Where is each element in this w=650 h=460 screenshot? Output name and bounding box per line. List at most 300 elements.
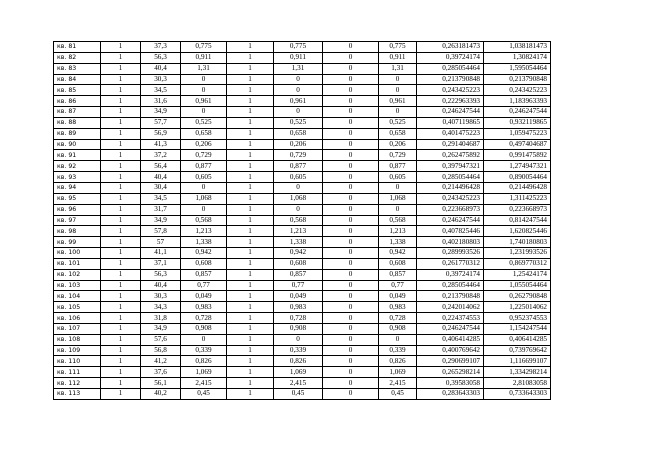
adjusted-value-cell: 0 <box>274 74 323 85</box>
table-row <box>54 52 551 63</box>
share-cell: 0,401475223 <box>417 128 484 139</box>
share-cell: 0,261770312 <box>417 258 484 269</box>
coef-cell: 1 <box>227 280 274 291</box>
share-cell: 0,222963393 <box>417 96 484 107</box>
value-cell: 1,213 <box>181 226 227 237</box>
coef-cell: 1 <box>227 63 274 74</box>
share-cell: 0,291404687 <box>417 139 484 150</box>
apartment-cell: кв. 95 <box>54 193 101 204</box>
area-cell: 56,8 <box>141 345 181 356</box>
share-cell: 0,407119865 <box>417 117 484 128</box>
adjusted-value-cell: 0,45 <box>274 389 323 400</box>
coef-cell: 1 <box>227 258 274 269</box>
total-value-cell: 0,45 <box>379 389 417 400</box>
sum-cell: 1,274947321 <box>484 161 551 172</box>
total-value-cell: 0,525 <box>379 117 417 128</box>
adjusted-value-cell: 0,942 <box>274 248 323 259</box>
value-cell: 0,206 <box>181 139 227 150</box>
total-value-cell: 0,728 <box>379 313 417 324</box>
adjusted-value-cell: 1,31 <box>274 63 323 74</box>
adjusted-value-cell: 0,77 <box>274 280 323 291</box>
adjusted-value-cell: 0,961 <box>274 96 323 107</box>
sum-cell: 0,214496428 <box>484 182 551 193</box>
count-cell: 1 <box>101 215 141 226</box>
adjusted-value-cell: 0,339 <box>274 345 323 356</box>
coef-cell: 1 <box>227 367 274 378</box>
apartment-cell: кв. 109 <box>54 345 101 356</box>
sum-cell: 1,25424174 <box>484 269 551 280</box>
area-cell: 40,2 <box>141 389 181 400</box>
adjusted-value-cell: 1,338 <box>274 237 323 248</box>
count-cell: 1 <box>101 161 141 172</box>
apartment-cell: кв. 101 <box>54 258 101 269</box>
coef-cell: 1 <box>227 204 274 215</box>
area-cell: 34,9 <box>141 323 181 334</box>
count-cell: 1 <box>101 63 141 74</box>
total-value-cell: 0,568 <box>379 215 417 226</box>
coef-cell: 1 <box>227 107 274 118</box>
zero-cell: 0 <box>323 96 379 107</box>
total-value-cell: 0 <box>379 74 417 85</box>
area-cell: 56,1 <box>141 378 181 389</box>
table-row <box>54 345 551 356</box>
apartment-cell: кв. 100 <box>54 248 101 259</box>
adjusted-value-cell: 0,206 <box>274 139 323 150</box>
apartment-cell: кв. 98 <box>54 226 101 237</box>
zero-cell: 0 <box>323 172 379 183</box>
total-value-cell: 0 <box>379 334 417 345</box>
coef-cell: 1 <box>227 172 274 183</box>
coef-cell: 1 <box>227 128 274 139</box>
share-cell: 0,406414285 <box>417 334 484 345</box>
apartment-cell: кв. 83 <box>54 63 101 74</box>
table-row <box>54 63 551 74</box>
share-cell: 0,285054464 <box>417 280 484 291</box>
zero-cell: 0 <box>323 345 379 356</box>
area-cell: 30,4 <box>141 182 181 193</box>
value-cell: 0 <box>181 204 227 215</box>
adjusted-value-cell: 0 <box>274 204 323 215</box>
apartment-cell: кв. 91 <box>54 150 101 161</box>
value-cell: 0,568 <box>181 215 227 226</box>
adjusted-value-cell: 0,605 <box>274 172 323 183</box>
zero-cell: 0 <box>323 226 379 237</box>
area-cell: 34,5 <box>141 193 181 204</box>
adjusted-value-cell: 0,775 <box>274 42 323 53</box>
count-cell: 1 <box>101 42 141 53</box>
count-cell: 1 <box>101 150 141 161</box>
area-cell: 34,9 <box>141 107 181 118</box>
share-cell: 0,290699107 <box>417 356 484 367</box>
table-row <box>54 356 551 367</box>
adjusted-value-cell: 0,608 <box>274 258 323 269</box>
table-row <box>54 378 551 389</box>
value-cell: 0,658 <box>181 128 227 139</box>
adjusted-value-cell: 0,983 <box>274 302 323 313</box>
table-row <box>54 280 551 291</box>
count-cell: 1 <box>101 389 141 400</box>
count-cell: 1 <box>101 204 141 215</box>
adjusted-value-cell: 0 <box>274 182 323 193</box>
total-value-cell: 0 <box>379 85 417 96</box>
table-row <box>54 204 551 215</box>
sum-cell: 0,991475892 <box>484 150 551 161</box>
apartment-cell: кв. 88 <box>54 117 101 128</box>
value-cell: 0,961 <box>181 96 227 107</box>
count-cell: 1 <box>101 96 141 107</box>
total-value-cell: 1,213 <box>379 226 417 237</box>
adjusted-value-cell: 0,826 <box>274 356 323 367</box>
table-row <box>54 107 551 118</box>
sum-cell: 1,740180803 <box>484 237 551 248</box>
sum-cell: 0,262790848 <box>484 291 551 302</box>
sum-cell: 1,059475223 <box>484 128 551 139</box>
area-cell: 56,4 <box>141 161 181 172</box>
sum-cell: 2,81083058 <box>484 378 551 389</box>
table-row <box>54 161 551 172</box>
apartment-cell: кв. 102 <box>54 269 101 280</box>
total-value-cell: 1,338 <box>379 237 417 248</box>
share-cell: 0,213790848 <box>417 74 484 85</box>
count-cell: 1 <box>101 237 141 248</box>
zero-cell: 0 <box>323 182 379 193</box>
coef-cell: 1 <box>227 389 274 400</box>
table-row <box>54 139 551 150</box>
zero-cell: 0 <box>323 237 379 248</box>
coef-cell: 1 <box>227 334 274 345</box>
value-cell: 1,069 <box>181 367 227 378</box>
table-row <box>54 128 551 139</box>
zero-cell: 0 <box>323 269 379 280</box>
apartment-cell: кв. 89 <box>54 128 101 139</box>
share-cell: 0,246247544 <box>417 215 484 226</box>
area-cell: 34,9 <box>141 215 181 226</box>
count-cell: 1 <box>101 280 141 291</box>
area-cell: 37,2 <box>141 150 181 161</box>
share-cell: 0,397947321 <box>417 161 484 172</box>
value-cell: 0 <box>181 74 227 85</box>
zero-cell: 0 <box>323 193 379 204</box>
total-value-cell: 0,729 <box>379 150 417 161</box>
total-value-cell: 0,942 <box>379 248 417 259</box>
sum-cell: 1,620825446 <box>484 226 551 237</box>
table-row <box>54 85 551 96</box>
area-cell: 37,6 <box>141 367 181 378</box>
coef-cell: 1 <box>227 139 274 150</box>
zero-cell: 0 <box>323 42 379 53</box>
count-cell: 1 <box>101 323 141 334</box>
area-cell: 40,4 <box>141 172 181 183</box>
count-cell: 1 <box>101 258 141 269</box>
apartment-cell: кв. 110 <box>54 356 101 367</box>
share-cell: 0,242014062 <box>417 302 484 313</box>
value-cell: 0,911 <box>181 52 227 63</box>
value-cell: 0,45 <box>181 389 227 400</box>
sum-cell: 1,334298214 <box>484 367 551 378</box>
table-row <box>54 172 551 183</box>
count-cell: 1 <box>101 334 141 345</box>
table-row <box>54 117 551 128</box>
value-cell: 0 <box>181 85 227 96</box>
adjusted-value-cell: 0,658 <box>274 128 323 139</box>
value-cell: 1,068 <box>181 193 227 204</box>
area-cell: 31,6 <box>141 96 181 107</box>
area-cell: 31,7 <box>141 204 181 215</box>
sum-cell: 1,055054464 <box>484 280 551 291</box>
table-row <box>54 248 551 259</box>
count-cell: 1 <box>101 139 141 150</box>
zero-cell: 0 <box>323 313 379 324</box>
coef-cell: 1 <box>227 150 274 161</box>
total-value-cell: 1,31 <box>379 63 417 74</box>
table-row <box>54 334 551 345</box>
count-cell: 1 <box>101 107 141 118</box>
value-cell: 0,77 <box>181 280 227 291</box>
apartment-cell: кв. 90 <box>54 139 101 150</box>
zero-cell: 0 <box>323 85 379 96</box>
table-row <box>54 302 551 313</box>
count-cell: 1 <box>101 356 141 367</box>
table-row <box>54 96 551 107</box>
area-cell: 31,8 <box>141 313 181 324</box>
value-cell: 0,525 <box>181 117 227 128</box>
sum-cell: 0,246247544 <box>484 107 551 118</box>
area-cell: 57 <box>141 237 181 248</box>
sum-cell: 0,497404687 <box>484 139 551 150</box>
total-value-cell: 0,983 <box>379 302 417 313</box>
area-cell: 57,6 <box>141 334 181 345</box>
adjusted-value-cell: 0,857 <box>274 269 323 280</box>
adjusted-value-cell: 1,068 <box>274 193 323 204</box>
sum-cell: 1,154247544 <box>484 323 551 334</box>
sum-cell: 1,30824174 <box>484 52 551 63</box>
sum-cell: 1,038181473 <box>484 42 551 53</box>
count-cell: 1 <box>101 85 141 96</box>
table-row <box>54 182 551 193</box>
zero-cell: 0 <box>323 323 379 334</box>
coef-cell: 1 <box>227 117 274 128</box>
share-cell: 0,39724174 <box>417 52 484 63</box>
coef-cell: 1 <box>227 291 274 302</box>
total-value-cell: 0,206 <box>379 139 417 150</box>
apartment-cell: кв. 99 <box>54 237 101 248</box>
total-value-cell: 0,605 <box>379 172 417 183</box>
apartment-cell: кв. 86 <box>54 96 101 107</box>
sum-cell: 1,231993526 <box>484 248 551 259</box>
table-row <box>54 389 551 400</box>
zero-cell: 0 <box>323 161 379 172</box>
share-cell: 0,39724174 <box>417 269 484 280</box>
adjusted-value-cell: 0 <box>274 85 323 96</box>
total-value-cell: 0,857 <box>379 269 417 280</box>
value-cell: 0,339 <box>181 345 227 356</box>
sum-cell: 0,243425223 <box>484 85 551 96</box>
share-cell: 0,289993526 <box>417 248 484 259</box>
zero-cell: 0 <box>323 117 379 128</box>
apartment-data-table <box>53 41 551 400</box>
table-row <box>54 215 551 226</box>
sum-cell: 0,223668973 <box>484 204 551 215</box>
table-row <box>54 74 551 85</box>
sum-cell: 1,311425223 <box>484 193 551 204</box>
apartment-cell: кв. 108 <box>54 334 101 345</box>
coef-cell: 1 <box>227 323 274 334</box>
zero-cell: 0 <box>323 291 379 302</box>
coef-cell: 1 <box>227 269 274 280</box>
count-cell: 1 <box>101 378 141 389</box>
share-cell: 0,223668973 <box>417 204 484 215</box>
count-cell: 1 <box>101 313 141 324</box>
value-cell: 0 <box>181 107 227 118</box>
apartment-cell: кв. 103 <box>54 280 101 291</box>
area-cell: 57,7 <box>141 117 181 128</box>
value-cell: 0,605 <box>181 172 227 183</box>
sum-cell: 0,952374553 <box>484 313 551 324</box>
count-cell: 1 <box>101 74 141 85</box>
coef-cell: 1 <box>227 193 274 204</box>
share-cell: 0,285054464 <box>417 172 484 183</box>
sum-cell: 0,932119865 <box>484 117 551 128</box>
zero-cell: 0 <box>323 280 379 291</box>
area-cell: 56,3 <box>141 269 181 280</box>
adjusted-value-cell: 0 <box>274 107 323 118</box>
zero-cell: 0 <box>323 128 379 139</box>
total-value-cell: 0,775 <box>379 42 417 53</box>
count-cell: 1 <box>101 172 141 183</box>
total-value-cell: 0 <box>379 107 417 118</box>
count-cell: 1 <box>101 269 141 280</box>
area-cell: 37,1 <box>141 258 181 269</box>
adjusted-value-cell: 2,415 <box>274 378 323 389</box>
total-value-cell: 0,877 <box>379 161 417 172</box>
value-cell: 0,775 <box>181 42 227 53</box>
share-cell: 0,213790848 <box>417 291 484 302</box>
count-cell: 1 <box>101 291 141 302</box>
apartment-cell: кв. 113 <box>54 389 101 400</box>
total-value-cell: 0,911 <box>379 52 417 63</box>
count-cell: 1 <box>101 117 141 128</box>
count-cell: 1 <box>101 226 141 237</box>
apartment-cell: кв. 85 <box>54 85 101 96</box>
coef-cell: 1 <box>227 313 274 324</box>
zero-cell: 0 <box>323 52 379 63</box>
zero-cell: 0 <box>323 63 379 74</box>
area-cell: 41,1 <box>141 248 181 259</box>
value-cell: 0,983 <box>181 302 227 313</box>
area-cell: 34,5 <box>141 85 181 96</box>
share-cell: 0,243425223 <box>417 85 484 96</box>
adjusted-value-cell: 0,568 <box>274 215 323 226</box>
zero-cell: 0 <box>323 139 379 150</box>
zero-cell: 0 <box>323 367 379 378</box>
value-cell: 0,049 <box>181 291 227 302</box>
coef-cell: 1 <box>227 248 274 259</box>
sum-cell: 0,814247544 <box>484 215 551 226</box>
value-cell: 0,857 <box>181 269 227 280</box>
zero-cell: 0 <box>323 204 379 215</box>
table-row <box>54 258 551 269</box>
zero-cell: 0 <box>323 248 379 259</box>
count-cell: 1 <box>101 345 141 356</box>
share-cell: 0,400769642 <box>417 345 484 356</box>
zero-cell: 0 <box>323 215 379 226</box>
table-row <box>54 323 551 334</box>
table-row <box>54 313 551 324</box>
table-row <box>54 42 551 53</box>
total-value-cell: 1,068 <box>379 193 417 204</box>
zero-cell: 0 <box>323 107 379 118</box>
count-cell: 1 <box>101 182 141 193</box>
area-cell: 56,9 <box>141 128 181 139</box>
table-row <box>54 237 551 248</box>
share-cell: 0,263181473 <box>417 42 484 53</box>
table-row <box>54 367 551 378</box>
coef-cell: 1 <box>227 85 274 96</box>
total-value-cell: 0 <box>379 204 417 215</box>
coef-cell: 1 <box>227 356 274 367</box>
apartment-cell: кв. 112 <box>54 378 101 389</box>
share-cell: 0,246247544 <box>417 323 484 334</box>
total-value-cell: 0,961 <box>379 96 417 107</box>
value-cell: 0,608 <box>181 258 227 269</box>
adjusted-value-cell: 1,069 <box>274 367 323 378</box>
total-value-cell: 0,049 <box>379 291 417 302</box>
value-cell: 1,31 <box>181 63 227 74</box>
sum-cell: 0,869770312 <box>484 258 551 269</box>
share-cell: 0,246247544 <box>417 107 484 118</box>
table-row <box>54 226 551 237</box>
zero-cell: 0 <box>323 150 379 161</box>
total-value-cell: 2,415 <box>379 378 417 389</box>
area-cell: 40,4 <box>141 280 181 291</box>
apartment-cell: кв. 107 <box>54 323 101 334</box>
share-cell: 0,265298214 <box>417 367 484 378</box>
coef-cell: 1 <box>227 302 274 313</box>
coef-cell: 1 <box>227 74 274 85</box>
value-cell: 0,728 <box>181 313 227 324</box>
count-cell: 1 <box>101 128 141 139</box>
area-cell: 37,3 <box>141 42 181 53</box>
apartment-cell: кв. 84 <box>54 74 101 85</box>
zero-cell: 0 <box>323 378 379 389</box>
area-cell: 56,3 <box>141 52 181 63</box>
apartment-cell: кв. 106 <box>54 313 101 324</box>
value-cell: 0 <box>181 334 227 345</box>
count-cell: 1 <box>101 52 141 63</box>
table-row <box>54 291 551 302</box>
value-cell: 0,729 <box>181 150 227 161</box>
zero-cell: 0 <box>323 74 379 85</box>
share-cell: 0,285054464 <box>417 63 484 74</box>
share-cell: 0,407825446 <box>417 226 484 237</box>
coef-cell: 1 <box>227 52 274 63</box>
apartment-cell: кв. 96 <box>54 204 101 215</box>
adjusted-value-cell: 0,877 <box>274 161 323 172</box>
zero-cell: 0 <box>323 302 379 313</box>
area-cell: 41,2 <box>141 356 181 367</box>
coef-cell: 1 <box>227 161 274 172</box>
value-cell: 0,877 <box>181 161 227 172</box>
sum-cell: 1,116699107 <box>484 356 551 367</box>
zero-cell: 0 <box>323 356 379 367</box>
apartment-cell: кв. 92 <box>54 161 101 172</box>
coef-cell: 1 <box>227 237 274 248</box>
sum-cell: 0,406414285 <box>484 334 551 345</box>
apartment-cell: кв. 111 <box>54 367 101 378</box>
adjusted-value-cell: 0,908 <box>274 323 323 334</box>
apartment-cell: кв. 81 <box>54 42 101 53</box>
adjusted-value-cell: 0,049 <box>274 291 323 302</box>
